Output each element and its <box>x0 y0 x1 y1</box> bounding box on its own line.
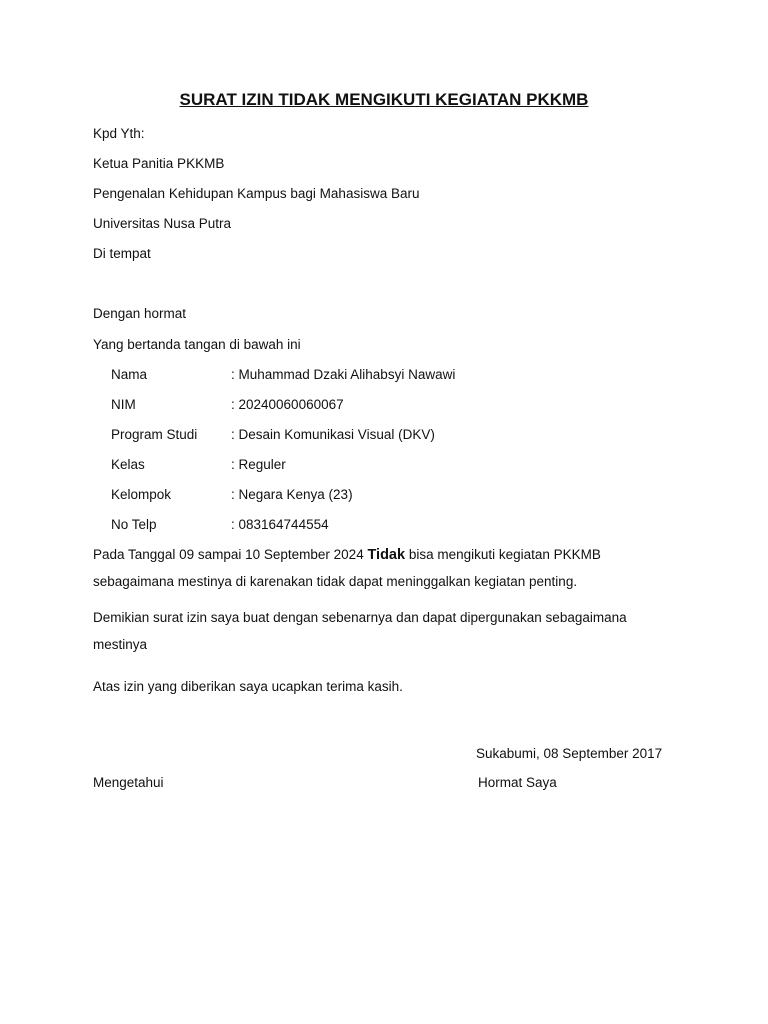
field-value-no-telp: : 083164744554 <box>231 517 329 532</box>
field-label-nama: Nama <box>111 367 148 382</box>
letter-title: SURAT IZIN TIDAK MENGIKUTI KEGIATAN PKKMB <box>179 90 589 109</box>
recipient-line-2: Pengenalan Kehidupan Kampus bagi Mahasiswa Baru <box>93 186 420 201</box>
field-label-no-telp: No Telp <box>111 517 157 532</box>
field-label-program-studi: Program Studi <box>111 427 198 442</box>
field-label-kelas: Kelas <box>111 457 145 472</box>
recipient-greeting: Kpd Yth: <box>93 126 145 141</box>
field-value-kelompok: : Negara Kenya (23) <box>231 487 353 502</box>
body-1-prefix: Pada Tanggal 09 sampai 10 September 2024 <box>93 547 368 562</box>
field-label-nim: NIM <box>111 397 136 412</box>
acknowledged-label: Mengetahui <box>93 775 164 790</box>
recipient-line-3: Universitas Nusa Putra <box>93 216 232 231</box>
recipient-line-4: Di tempat <box>93 246 151 261</box>
field-value-program-studi: : Desain Komunikasi Visual (DKV) <box>231 427 435 442</box>
sincerely-label: Hormat Saya <box>478 775 557 790</box>
recipient-line-1: Ketua Panitia PKKMB <box>93 156 225 171</box>
field-label-kelompok: Kelompok <box>111 487 172 502</box>
body-1-bold-word: Tidak <box>367 547 406 563</box>
closing-thanks: Atas izin yang diberikan saya ucapkan terima kasih. <box>93 679 403 694</box>
field-value-nim: : 20240060060067 <box>231 397 344 412</box>
field-value-nama: : Muhammad Dzaki Alihabsyi Nawawi <box>231 367 456 382</box>
salutation: Dengan hormat <box>93 306 187 321</box>
body-paragraph-2-line-1: Demikian surat izin saya buat dengan sebenarnya dan dapat dipergunakan sebagaimana <box>93 610 627 625</box>
body-paragraph-1-line-2: sebagaimana mestinya di karenakan tidak dapat meninggalkan kegiatan penting. <box>93 574 578 589</box>
intro-line: Yang bertanda tangan di bawah ini <box>93 337 301 352</box>
body-paragraph-1-line-1 <box>93 546 601 564</box>
body-1-suffix: bisa mengikuti kegiatan PKKMB <box>405 547 601 562</box>
body-paragraph-2-line-2: mestinya <box>93 637 148 652</box>
place-date: Sukabumi, 08 September 2017 <box>476 746 663 761</box>
field-value-kelas: : Reguler <box>231 457 286 472</box>
